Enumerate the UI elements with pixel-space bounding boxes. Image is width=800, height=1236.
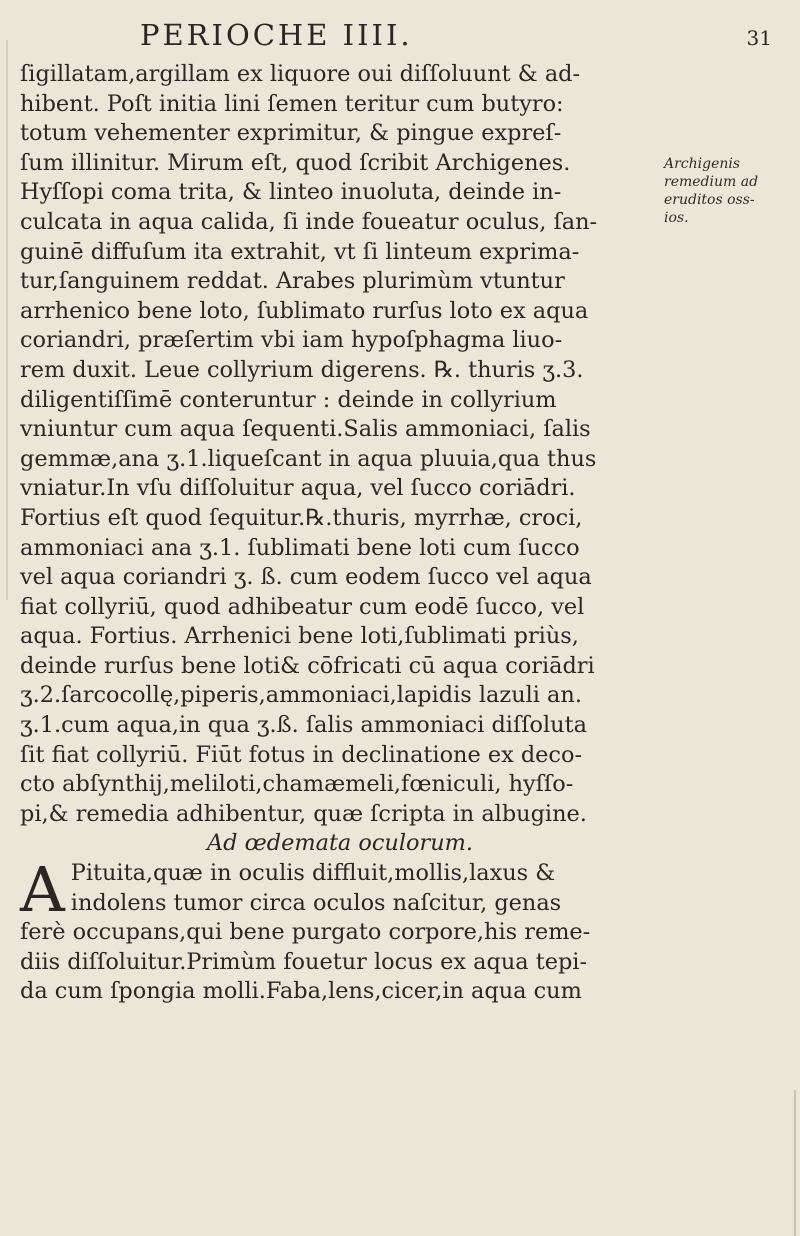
text-line: cto abſynthij,meliloti,chamæmeli,fœniculi, hyſſo-	[20, 771, 574, 798]
text-line: Hyſſopi coma trita, & linteo inuoluta, deinde in-	[20, 179, 562, 206]
section-heading: Ad œdemata oculorum.	[207, 830, 473, 857]
text-line: ʒ.1.cum aqua,in qua ʒ.ß. ſalis ammoniaci diſſoluta	[20, 712, 587, 739]
text-line: ſum illinitur. Mirum eſt, quod ſcribit Archigenes.	[20, 149, 571, 176]
section-paragraph	[20, 853, 660, 1007]
text-line: coriandri, præſertim vbi iam hypoſphagma liuo-	[20, 327, 563, 354]
marginal-note-line: remedium ad	[664, 174, 759, 190]
text-line: guinē diffuſum ita extrahit, vt ſi linteum exprima-	[20, 238, 580, 265]
text-line: indolens tumor circa oculos naſcitur, genas	[70, 889, 562, 916]
text-line: ſit fiat collyriū. Fiūt fotus in declinatione ex deco-	[20, 741, 583, 768]
text-line: deinde rurſus bene loti& cōfricati cū aqua coriādri	[20, 652, 595, 679]
text-line: ferè occupans,qui bene purgato corpore,his reme-	[20, 919, 591, 946]
text-line: ammoniaci ana ʒ.1. ſublimati bene loti cum ſucco	[20, 534, 580, 561]
text-line: vniatur.In vſu diſſoluitur aqua, vel ſucco coriādri.	[20, 475, 576, 502]
text-line: rem duxit. Leue collyrium digerens. ℞. thuris ʒ.3.	[20, 356, 584, 383]
page-edge	[794, 1090, 796, 1236]
text-line: da cum ſpongia molli.Faba,lens,cicer,in aqua cum	[20, 978, 582, 1005]
text-line: pi,& remedia adhibentur, quæ ſcripta in albugine.	[20, 800, 587, 827]
text-line: tur,ſanguinem reddat. Arabes plurimùm vtuntur	[20, 268, 565, 295]
text-line: vel aqua coriandri ʒ. ß. cum eodem ſucco vel aqua	[20, 564, 592, 591]
text-line: Fortius eſt quod ſequitur.℞.thuris, myrrhæ, croci,	[20, 504, 583, 531]
text-line: gemmæ,ana ʒ.1.liqueſcant in aqua pluuia,qua thus	[20, 445, 597, 472]
running-head: PERIOCHE IIII.	[140, 18, 413, 52]
marginal-note-line: ios.	[664, 210, 689, 226]
text-line: Pituita,quæ in oculis diffluit,mollis,laxus &	[70, 860, 556, 887]
marginal-note-line: eruditos oss-	[664, 192, 755, 208]
drop-cap: A	[20, 853, 65, 927]
text-line: ſigillatam,argillam ex liquore oui diſſoluunt & ad-	[20, 61, 581, 87]
text-line: diligentiſſimē conteruntur : deinde in collyrium	[20, 386, 557, 413]
page-number: 31	[746, 26, 772, 50]
binding-edge	[6, 40, 8, 600]
text-line: totum vehementer exprimitur, & pingue expreſ-	[20, 120, 562, 147]
text-line: ʒ.2.ſarcocollę,piperis,ammoniaci,lapidis lazuli an.	[20, 682, 582, 709]
body-text	[20, 60, 660, 1007]
marginal-note	[664, 155, 794, 227]
text-line: diis diſſoluitur.Primùm fouetur locus ex aqua tepi-	[20, 948, 588, 975]
page-header	[140, 18, 780, 58]
text-line: culcata in aqua calida, ſi inde foueatur oculus, ſan-	[20, 208, 598, 235]
marginal-note-line: Archigenis	[664, 156, 741, 172]
text-line: arrhenico bene loto, ſublimato rurſus loto ex aqua	[20, 297, 589, 324]
text-line: aqua. Fortius. Arrhenici bene loti,ſublimati priùs,	[20, 623, 579, 650]
text-line: vniuntur cum aqua ſequenti.Salis ammoniaci, ſalis	[20, 416, 591, 443]
text-line: hibent. Poſt initia lini ſemen teritur cum butyro:	[20, 90, 564, 117]
text-line: fiat collyriū, quod adhibeatur cum eodē ſucco, vel	[20, 593, 585, 620]
